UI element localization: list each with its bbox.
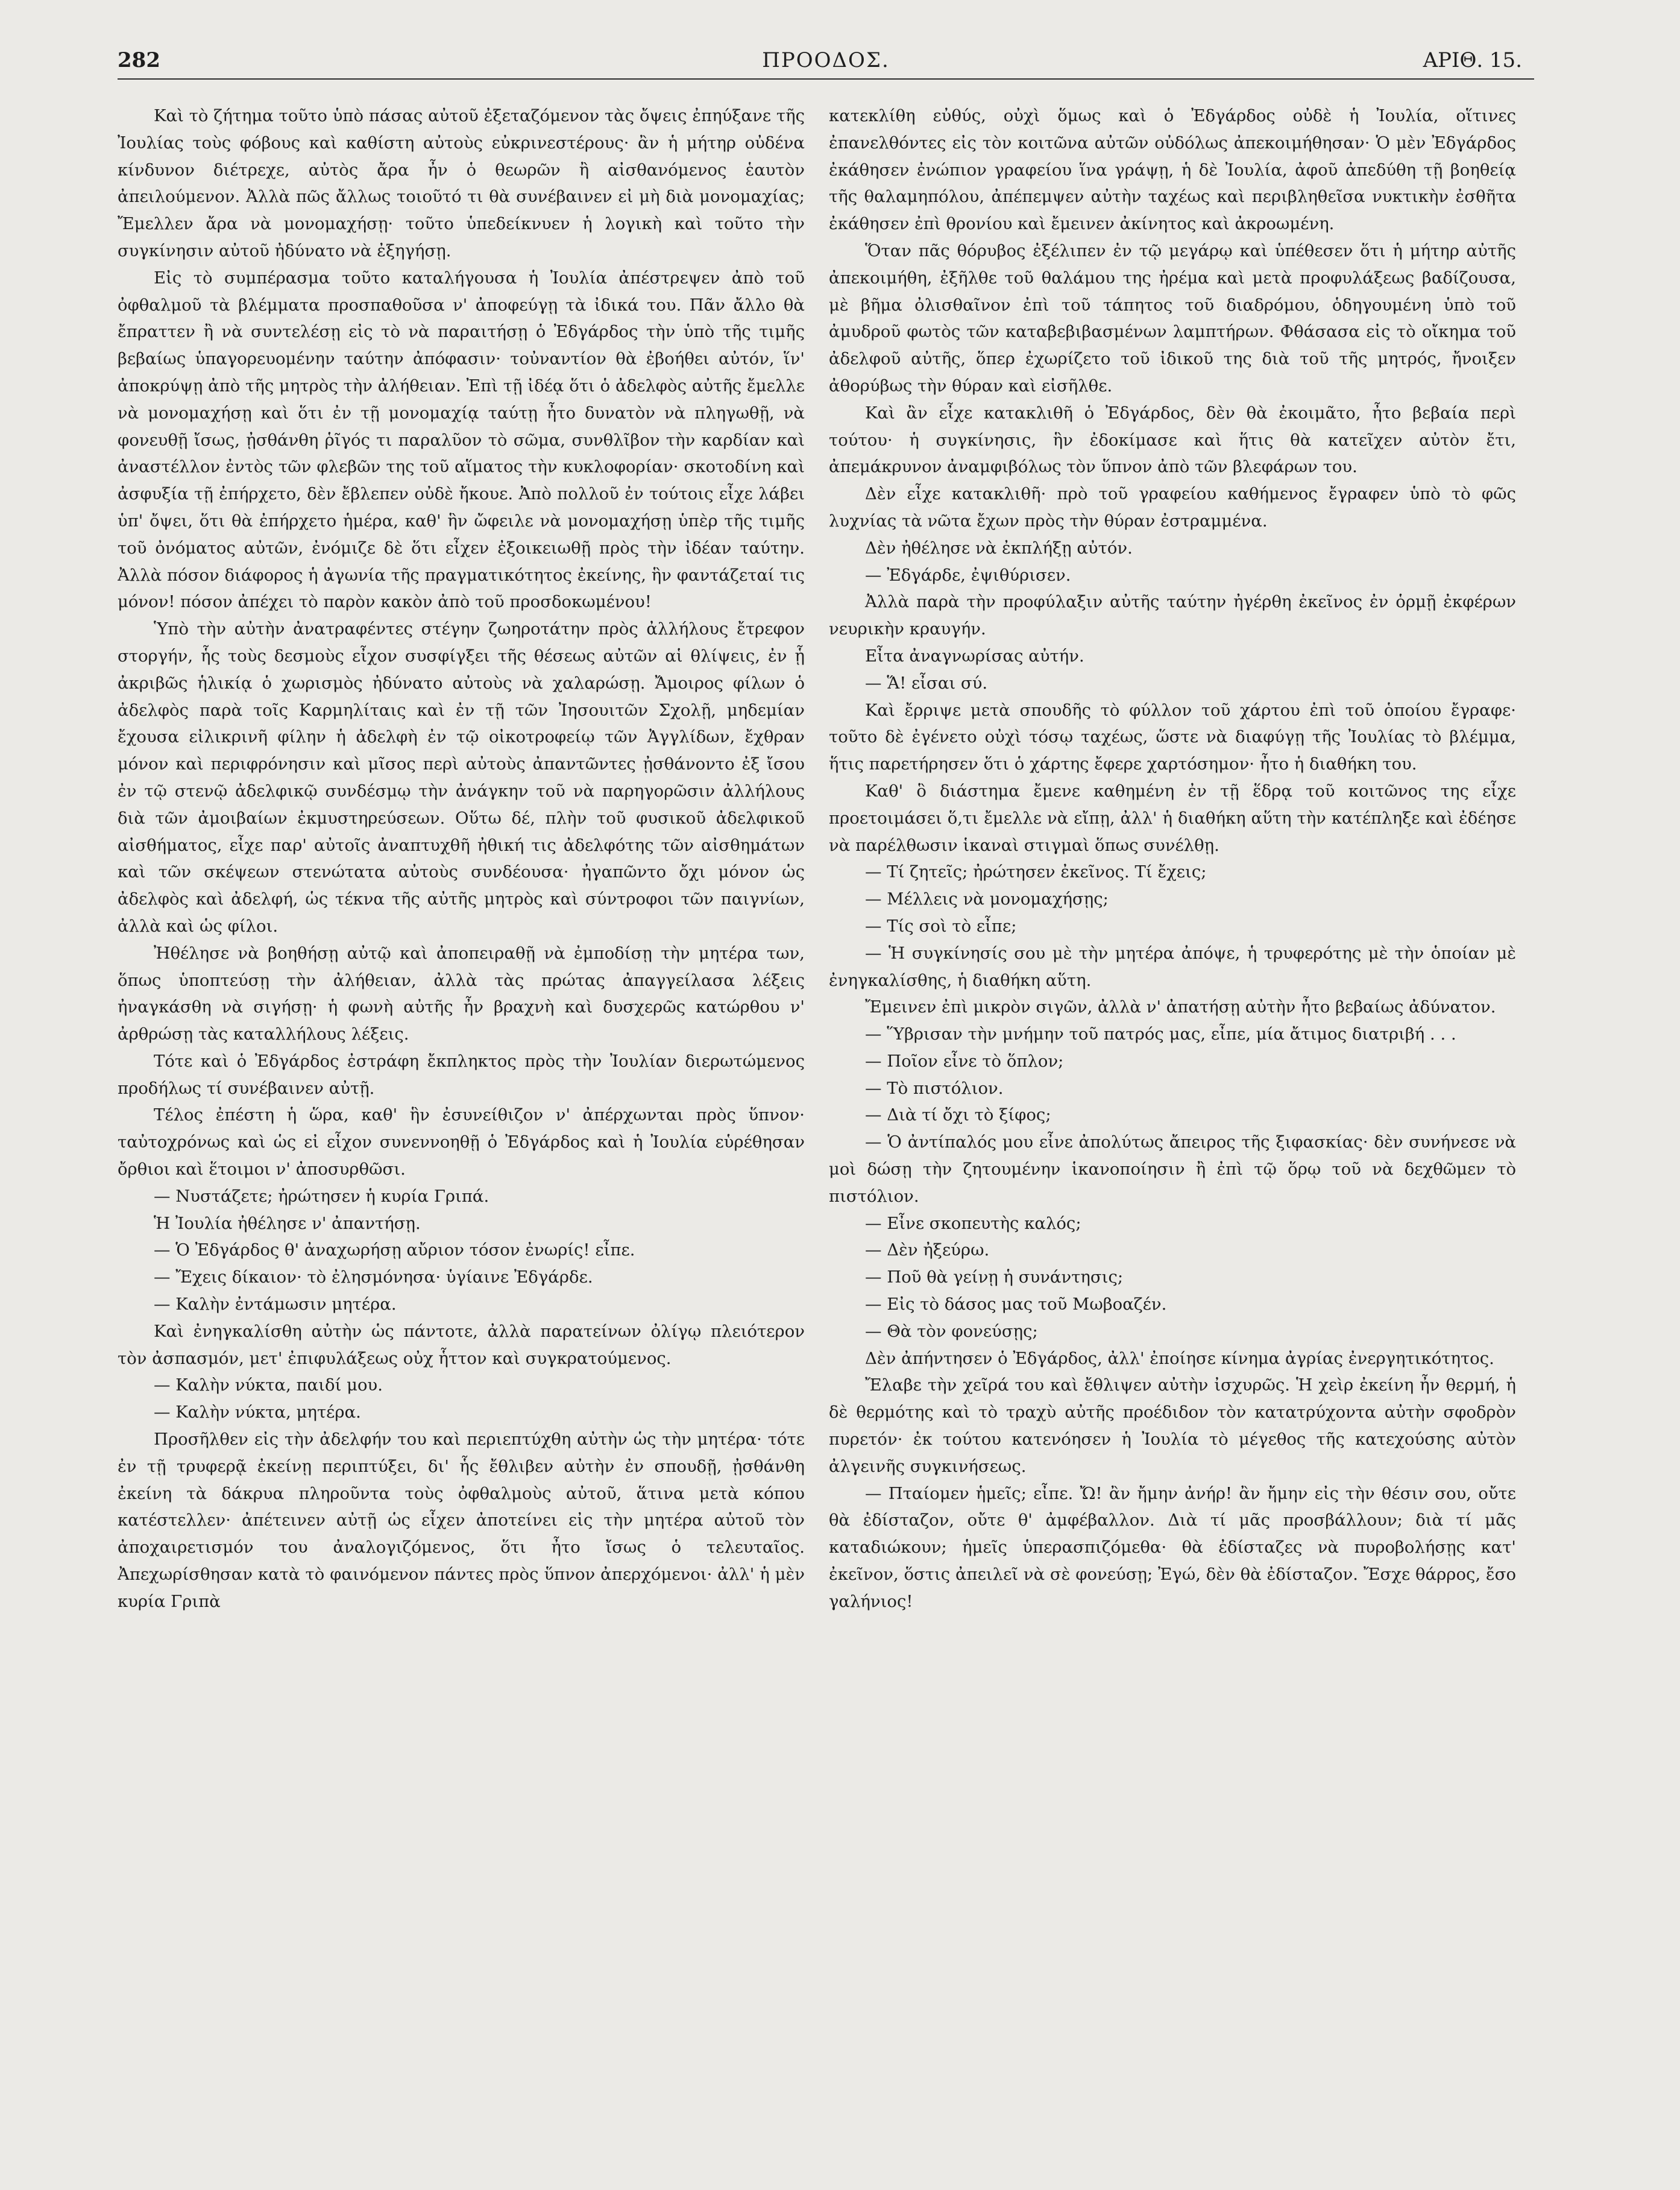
paragraph: Καὶ ἂν εἶχε κατακλιθῆ ὁ Ἐδγάρδος, δὲν θὰ ἐκοιμᾶτο, ἦτο βεβαία περὶ τούτου· ἡ συγκίνησις, ἣν ἐδοκίμασε καὶ ἥτις θὰ κατεῖχεν αὐτὸν ἔτι, ἀπεμάκρυνον ἀναμφιβόλως τὸν ὕπνον ἀπὸ τῶν βλεφάρων του. xyxy=(829,403,1516,477)
dialogue-line: — Ὁ ἀντίπαλός μου εἶνε ἀπολύτως ἄπειρος τῆς ξιφασκίας· δὲν συνήνεσε νὰ μοὶ δώσῃ τὴν ζητουμένην ἱκανοποίησιν ἢ ἐπὶ τῷ ὅρῳ τοῦ νὰ δεχθῶμεν τὸ πιστόλιον. xyxy=(829,1132,1516,1206)
paragraph: Εἰς τὸ συμπέρασμα τοῦτο καταλήγουσα ἡ Ἰουλία ἀπέστρεψεν ἀπὸ τοῦ ὀφθαλμοῦ τὰ βλέμματα προσπαθοῦσα ν' ἀποφεύγῃ τὰ ἰδικά του. Πᾶν ἄλλο θὰ ἔπραττεν ἢ νὰ συντελέσῃ εἰς τὸ νὰ παραιτήσῃ ὁ Ἐδγάρδος τὴν ὑπὸ τῆς τιμῆς βεβαίως ὑπαγορευομένην ταύτην ἀπόφασιν· τοὐναντίον θὰ ἐβοήθει αὐτόν, ἵν' ἀποκρύψῃ ἀπὸ τῆς μητρὸς τὴν ἀλήθειαν. Ἐπὶ τῇ ἰδέᾳ ὅτι ὁ ἀδελφὸς αὐτῆς ἔμελλε νὰ μονομαχήσῃ καὶ ὅτι ἐν τῇ μονομαχίᾳ ταύτῃ ἦτο δυνατὸν νὰ πληγωθῇ, νὰ φονευθῇ ἴσως, ᾐσθάνθη ῥῖγός τι παραλῦον τὸ σῶμα, συνθλῖβον τὴν καρδίαν καὶ ἀναστέλλον ἐντὸς τῶν φλεβῶν της τοῦ αἵματος τὴν κυκλοφορίαν· σκοτοδίνη καὶ ἀσφυξία τῇ ἐπήρχετο, δὲν ἔβλεπεν οὐδὲ ἤκουε. Ἀπὸ πολλοῦ ἐν τούτοις εἶχε λάβει ὑπ' ὄψει, ὅτι θὰ ἐπήρχετο ἡμέρα, καθ' ἣν ὤφειλε νὰ μονομαχήσῃ ὑπὲρ τῆς τιμῆς τοῦ ὀνόματος αὐτῶν, ἐνόμιζε δὲ ὅτι εἶχεν ἐξοικειωθῇ πρὸς τὴν ἰδέαν ταύτην. Ἀλλὰ πόσον διάφορος ἡ ἀγωνία τῆς πραγματικότητος ἐκείνης, ἣν φαντάζεταί τις μόνον! πόσον ἀπέχει τὸ παρὸν κακὸν ἀπὸ τοῦ προσδοκωμένου! xyxy=(118,268,805,612)
paragraph: Δὲν ἀπήντησεν ὁ Ἐδγάρδος, ἀλλ' ἐποίησε κίνημα ἀγρίας ἐνεργητικότητος. xyxy=(865,1348,1494,1368)
paragraph: Ἔλαβε τὴν χεῖρά του καὶ ἔθλιψεν αὐτὴν ἰσχυρῶς. Ἡ χεὶρ ἐκείνη ἦν θερμή, ἡ δὲ θερμότης καὶ τὸ τραχὺ αὐτῆς προέδιδον τὸν κατατρύχοντα αὐτὴν σφοδρὸν πυρετόν· ἐκ τούτου κατενόησεν ἡ Ἰουλία τὸ μέγεθος τῆς κατεχούσης αὐτὸν ἀλγεινῆς συγκινήσεως. xyxy=(829,1375,1516,1476)
dialogue-line: — Καλὴν νύκτα, παιδί μου. xyxy=(154,1375,383,1395)
dialogue-line: — Ποῖον εἶνε τὸ ὅπλον; xyxy=(865,1051,1064,1071)
dialogue-line: — Καλὴν ἐντάμωσιν μητέρα. xyxy=(154,1295,397,1314)
right-column xyxy=(829,103,1516,2128)
dialogue-line: — Ἐδγάρδε, ἐψιθύρισεν. xyxy=(865,565,1071,585)
paragraph: Καὶ τὸ ζήτημα τοῦτο ὑπὸ πάσας αὐτοῦ ἐξεταζόμενον τὰς ὄψεις ἐπηύξανε τῆς Ἰουλίας τοὺς φόβους καὶ καθίστη αὐτοὺς εὐκρινεστέρους· ἂν ἡ μήτηρ οὐδένα κίνδυνον διέτρεχε, αὐτὸς ἄρα ἦν ὁ θεωρῶν ἢ αἰσθανόμενος ἑαυτὸν ἀπειλούμενον. Ἀλλὰ πῶς ἄλλως τοιοῦτό τι θὰ συνέβαινεν εἰ μὴ διὰ μονομαχίας; Ἔμελλεν ἄρα νὰ μονομαχήσῃ· τοῦτο ὑπεδείκνυεν ἡ λογικὴ καὶ τοῦτο τὴν συγκίνησιν αὐτοῦ ἠδύνατο νὰ ἐξηγήσῃ. xyxy=(118,106,805,260)
dialogue-line: — Δὲν ἠξεύρω. xyxy=(865,1240,990,1260)
dialogue-line: — Θὰ τὸν φονεύσῃς; xyxy=(865,1321,1038,1341)
dialogue-line: — Εἰς τὸ δάσος μας τοῦ Μωβοαζέν. xyxy=(865,1295,1167,1314)
paragraph: Καθ' ὃ διάστημα ἔμενε καθημένη ἐν τῇ ἕδρᾳ τοῦ κοιτῶνος της εἶχε προετοιμάσει ὅ,τι ἔμελλε νὰ εἴπῃ, ἀλλ' ἡ διαθήκη αὕτη τὴν κατέπληξε καὶ ἐδέησε νὰ παρέλθωσιν ἱκαναὶ στιγμαὶ ὅπως συνέλθῃ. xyxy=(829,781,1516,855)
page-number: 282 xyxy=(118,48,160,72)
header-rule xyxy=(118,78,1534,80)
paragraph: κατεκλίθη εὐθύς, οὐχὶ ὅμως καὶ ὁ Ἐδγάρδος οὐδὲ ἡ Ἰουλία, οἵτινες ἐπανελθόντες εἰς τὸν κοιτῶνα αὐτῶν οὐδόλως ἀπεκοιμήθησαν· Ὁ μὲν Ἐδγάρδος ἐκάθησεν ἐνώπιον γραφείου ἵνα γράψῃ, ἡ δὲ Ἰουλία, ἀφοῦ ἀπεδύθη τῇ βοηθείᾳ τῆς θαλαμηπόλου, ἀπέπεμψεν αὐτὴν ταχέως καὶ περιβληθεῖσα νυκτικὴν ἐσθῆτα ἐκάθησεν ἐπὶ θρονίου καὶ ἔμεινεν ἀκίνητος καὶ ἀκροωμένη. xyxy=(829,106,1516,234)
paragraph: Ἀλλὰ παρὰ τὴν προφύλαξιν αὐτῆς ταύτην ἠγέρθη ἐκεῖνος ἐν ὁρμῇ ἐκφέρων νευρικὴν κραυγήν. xyxy=(829,592,1516,639)
dialogue-line: — Μέλλεις νὰ μονομαχήσῃς; xyxy=(865,889,1109,909)
paragraph: Τότε καὶ ὁ Ἐδγάρδος ἐστράφη ἔκπληκτος πρὸς τὴν Ἰουλίαν διερωτώμενος προδήλως τί συνέβαινεν αὐτῇ. xyxy=(118,1051,805,1098)
dialogue-line: — Πταίομεν ἡμεῖς; εἶπε. Ὤ! ἂν ἤμην ἀνήρ! ἂν ἤμην εἰς τὴν θέσιν σου, οὔτε θὰ ἐδίσταζον, οὔτε θ' ἀμφέβαλλον. Διὰ τί μᾶς προσβάλλουν; διὰ τί μᾶς καταδιώκουν; ἡμεῖς ὑπερασπιζόμεθα· θὰ ἐδίσταζες νὰ πυροβολήσῃς κατ' ἐκεῖνον, ὅστις ἀπειλεῖ νὰ σὲ φονεύσῃ; Ἐγώ, δὲν θὰ ἐδίσταζον. Ἔσχε θάρρος, ἔσο γαλήνιος! xyxy=(829,1483,1516,1611)
issue-number: ΑΡΙΘ. 15. xyxy=(1423,48,1522,72)
dialogue-line: — Νυστάζετε; ἠρώτησεν ἡ κυρία Γριπά. xyxy=(154,1186,489,1206)
journal-title: ΠΡΟΟΔΟΣ. xyxy=(762,48,890,72)
paragraph: Δὲν εἶχε κατακλιθῆ· πρὸ τοῦ γραφείου καθήμενος ἔγραφεν ὑπὸ τὸ φῶς λυχνίας τὰ νῶτα ἔχων πρὸς τὴν θύραν ἐστραμμένα. xyxy=(829,484,1516,531)
dialogue-line: — Εἶνε σκοπευτὴς καλός; xyxy=(865,1213,1081,1233)
dialogue-line: — Ἅ! εἶσαι σύ. xyxy=(865,673,988,693)
paragraph: Ὅταν πᾶς θόρυβος ἐξέλιπεν ἐν τῷ μεγάρῳ καὶ ὑπέθεσεν ὅτι ἡ μήτηρ αὐτῆς ἀπεκοιμήθη, ἐξῆλθε τοῦ θαλάμου της ἠρέμα καὶ μετὰ προφυλάξεως βαδίζουσα, μὲ βῆμα ὀλισθαῖνον ἐπὶ τοῦ τάπητος τοῦ διαδρόμου, ὁδηγουμένη ὑπὸ τοῦ ἀμυδροῦ φωτὸς τῶν καταβεβιβασμένων λαμπτήρων. Φθάσασα εἰς τὸ οἴκημα τοῦ ἀδελφοῦ αὐτῆς, ὅπερ ἐχωρίζετο τοῦ ἰδικοῦ της διὰ τοῦ τῆς μητρός, ἤνοιξεν ἀθορύβως τὴν θύραν καὶ εἰσῆλθε. xyxy=(829,241,1516,396)
left-column xyxy=(118,103,805,2128)
paragraph: Ὑπὸ τὴν αὐτὴν ἀνατραφέντες στέγην ζωηροτάτην πρὸς ἀλλήλους ἔτρεφον στοργήν, ἧς τοὺς δεσμοὺς εἶχον συσφίγξει τῆς θέσεως αὐτῶν αἱ θλίψεις, ἐν ᾗ ἀκριβῶς ἡλικίᾳ ὁ χωρισμὸς ἠδύνατο αὐτοὺς νὰ χαλαρώσῃ. Ἄμοιρος φίλων ὁ ἀδελφὸς παρὰ τοῖς Καρμηλίταις καὶ ἐν τῇ τῶν Ἰησουιτῶν Σχολῇ, μηδεμίαν ἔχουσα εἰλικρινῆ φίλην ἡ ἀδελφὴ ἐν τῷ οἰκοτροφείῳ τῶν Ἀγγλίδων, ἔχθραν μόνον καὶ περιφρόνησιν καὶ μῖσος περὶ αὐτοὺς ἀπαντῶντες ᾐσθάνοντο ἐξ ἴσου ἐν τῷ στενῷ ἀδελφικῷ συνδέσμῳ τὴν ἀνάγκην τοῦ νὰ παρηγορῶσιν ἀλλήλους διὰ τῶν ἀμοιβαίων ἐκμυστηρεύσεων. Οὕτω δέ, πλὴν τοῦ φυσικοῦ ἀδελφικοῦ αἰσθήματος, εἶχε παρ' αὐτοῖς ἀναπτυχθῆ ἠθική τις ἀδελφότης τῶν αἰσθημάτων καὶ τῶν σκέψεων στενώτατα αὐτοὺς συνδέουσα· ἠγαπῶντο ὄχι μόνον ὡς ἀδελφὸς καὶ ἀδελφή, ὡς τέκνα τῆς αὐτῆς μητρὸς καὶ σύντροφοι τῶν παιγνίων, ἀλλὰ καὶ ὡς φίλοι. xyxy=(118,619,805,936)
paragraph: Ἔμεινεν ἐπὶ μικρὸν σιγῶν, ἀλλὰ ν' ἀπατήσῃ αὐτὴν ἦτο βεβαίως ἀδύνατον. xyxy=(865,997,1496,1017)
dialogue-line: — Τὸ πιστόλιον. xyxy=(865,1078,1004,1098)
page-header xyxy=(118,42,1534,90)
paragraph: Ἡ Ἰουλία ἠθέλησε ν' ἀπαντήσῃ. xyxy=(154,1213,421,1233)
paragraph: Εἶτα ἀναγνωρίσας αὐτήν. xyxy=(865,646,1084,666)
dialogue-line: — Ὁ Ἐδγάρδος θ' ἀναχωρήσῃ αὔριον τόσον ἐνωρίς! εἶπε. xyxy=(154,1240,635,1260)
paragraph: Δὲν ἠθέλησε νὰ ἐκπλήξῃ αὐτόν. xyxy=(865,538,1133,558)
paragraph: Ἠθέλησε νὰ βοηθήσῃ αὐτῷ καὶ ἀποπειραθῇ νὰ ἐμποδίσῃ τὴν μητέρα των, ὅπως ὑποπτεύσῃ τὴν ἀλήθειαν, ἀλλὰ τὰς πρώτας ἀπαγγείλασα λέξεις ἠναγκάσθη νὰ σιγήσῃ· ἡ φωνὴ αὐτῆς ἦν βραχνὴ καὶ δυσχερῶς κατώρθου ν' ἀρθρώσῃ τὰς καταλλήλους λέξεις. xyxy=(118,943,805,1044)
paragraph: Τέλος ἐπέστη ἡ ὥρα, καθ' ἣν ἐσυνείθιζον ν' ἀπέρχωνται πρὸς ὕπνον· ταὐτοχρόνως καὶ ὡς εἰ εἶχον συνεννοηθῇ ὁ Ἐδγάρδος καὶ ἡ Ἰουλία εὑρέθησαν ὄρθιοι καὶ ἕτοιμοι ν' ἀποσυρθῶσι. xyxy=(118,1105,805,1179)
dialogue-line: — Τί ζητεῖς; ἠρώτησεν ἐκεῖνος. Τί ἔχεις; xyxy=(865,862,1207,882)
dialogue-line: — Ὕβρισαν τὴν μνήμην τοῦ πατρός μας, εἶπε, μία ἄτιμος διατριβή . . . xyxy=(865,1024,1456,1044)
dialogue-line: — Διὰ τί ὄχι τὸ ξίφος; xyxy=(865,1105,1051,1125)
dialogue-line: — Ἔχεις δίκαιον· τὸ ἐλησμόνησα· ὑγίαινε Ἐδγάρδε. xyxy=(154,1267,593,1287)
dialogue-line: — Ἡ συγκίνησίς σου μὲ τὴν μητέρα ἀπόψε, ἡ τρυφερότης μὲ τὴν ὁποίαν μὲ ἐνηγκαλίσθης, ἡ διαθήκη αὕτη. xyxy=(829,943,1516,990)
paragraph: Καὶ ἐνηγκαλίσθη αὐτὴν ὡς πάντοτε, ἀλλὰ παρατείνων ὀλίγῳ πλειότερον τὸν ἀσπασμόν, μετ' ἐπιφυλάξεως οὐχ ἧττον καὶ συγκρατούμενος. xyxy=(118,1321,805,1368)
dialogue-line: — Καλὴν νύκτα, μητέρα. xyxy=(154,1403,361,1422)
dialogue-line: — Ποῦ θὰ γείνῃ ἡ συνάντησις; xyxy=(865,1267,1124,1287)
paragraph: Καὶ ἔρριψε μετὰ σπουδῆς τὸ φύλλον τοῦ χάρτου ἐπὶ τοῦ ὁποίου ἔγραφε· τοῦτο δὲ ἐγένετο οὐχὶ τόσῳ ταχέως, ὥστε νὰ διαφύγῃ τῆς Ἰουλίας τὸ βλέμμα, ἥτις παρετήρησεν ὅτι ὁ χάρτης ἔφερε χαρτόσημον· ἦτο ἡ διαθήκη του. xyxy=(829,700,1516,774)
dialogue-line: — Τίς σοὶ τὸ εἶπε; xyxy=(865,916,1017,936)
paragraph: Προσῆλθεν εἰς τὴν ἀδελφήν του καὶ περιεπτύχθη αὐτὴν ὡς τὴν μητέρα· τότε ἐν τῇ τρυφερᾷ ἐκείνῃ περιπτύξει, δι' ἧς ἔθλιβεν αὐτὴν ἐν σπουδῇ, ᾐσθάνθη ἐκείνη τὰ δάκρυα πληροῦντα τοὺς ὀφθαλμοὺς αὐτοῦ, ἅτινα μετὰ κόπου κατέστελλεν· ἀπέτεινεν αὐτῇ ὡς εἶχεν ἀποτείνει εἰς τὴν μητέρα αὐτοῦ τὸν ἀποχαιρετισμόν του ἀναλογιζόμενος, ὅτι ἦτο ἴσως ὁ τελευταῖος. Ἀπεχωρίσθησαν κατὰ τὸ φαινόμενον πάντες πρὸς ὕπνον ἀπερχόμενοι· ἀλλ' ἡ μὲν κυρία Γριπὰ xyxy=(118,1430,805,1611)
